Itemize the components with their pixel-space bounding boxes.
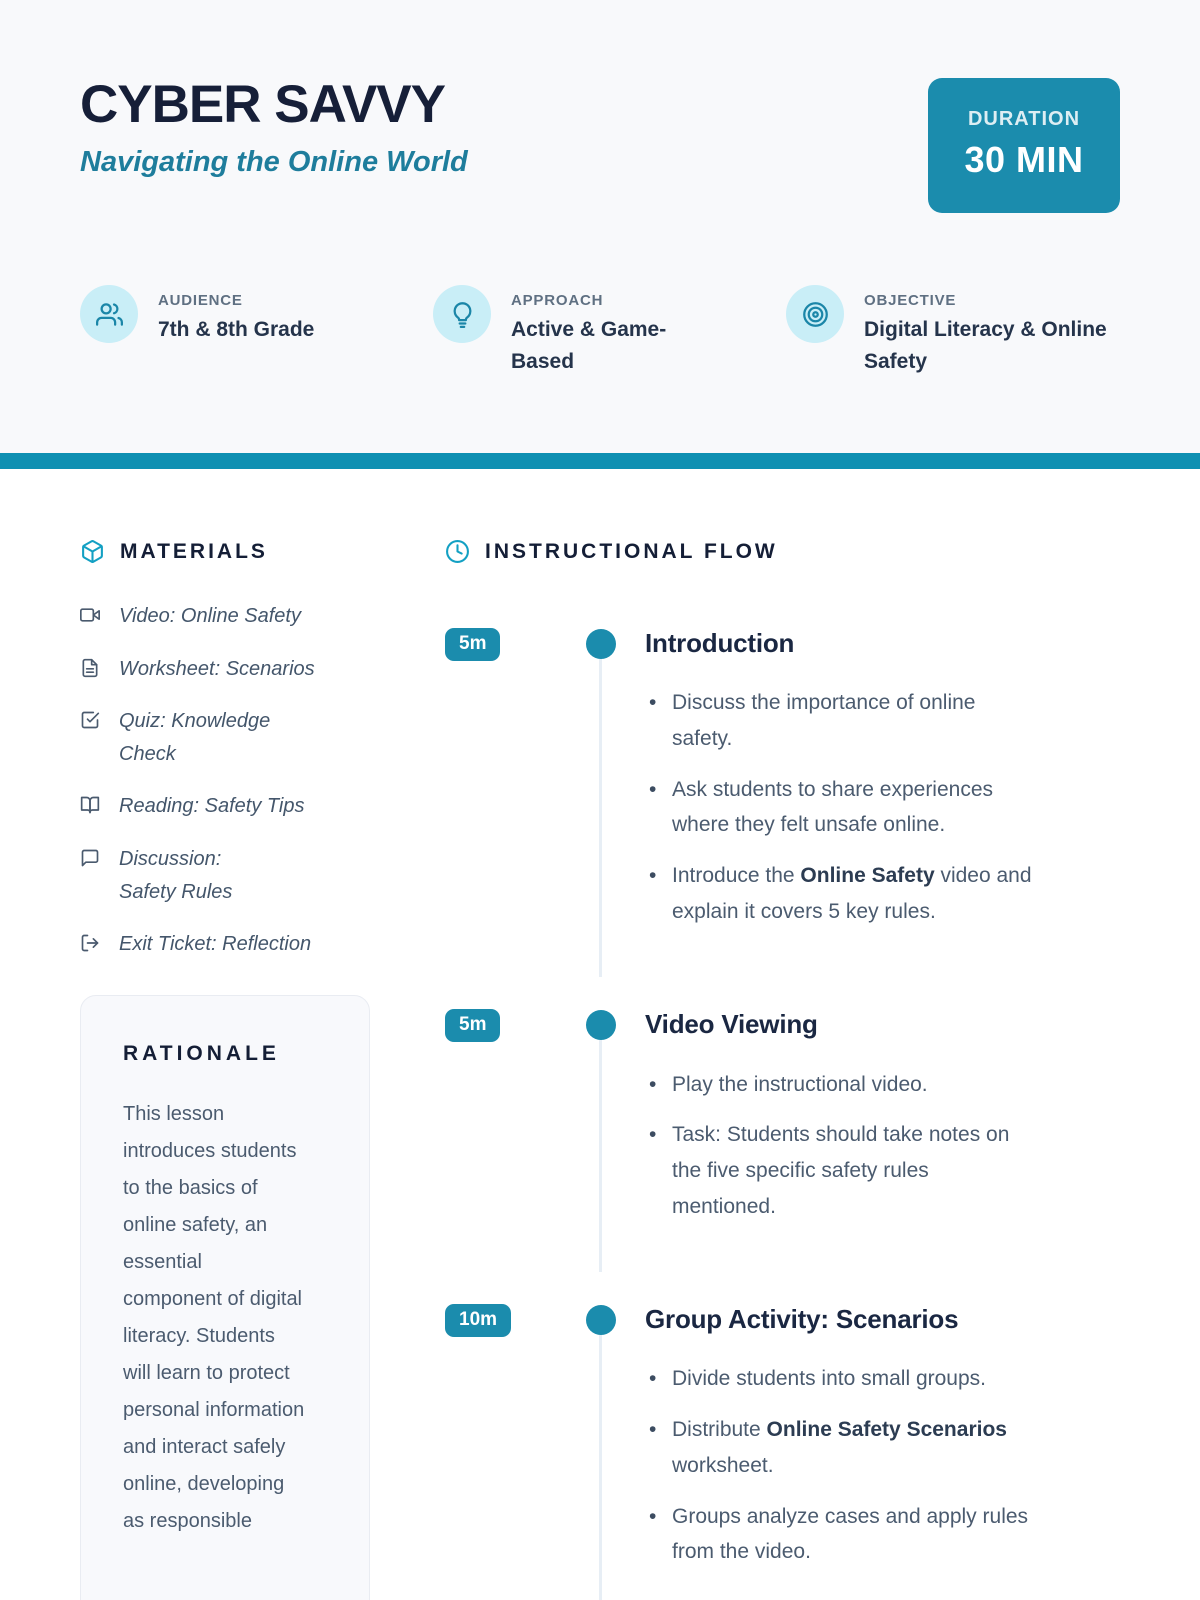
content-area	[0, 469, 1200, 1600]
step-bullet: • Discuss the importance of online safety.	[645, 685, 1035, 756]
rationale-body: This lesson introduces students to the basics of online safety, an essential component of digital literacy. Students will learn to protect personal information and interact safely online, developing as responsible	[123, 1102, 305, 1532]
meta-label: APPROACH	[511, 292, 604, 309]
flow-step	[445, 628, 1120, 929]
time-badge: 5m	[445, 628, 500, 661]
flow-step	[445, 1009, 1120, 1224]
rationale-heading: RATIONALE	[123, 1041, 280, 1065]
flow-heading-label: INSTRUCTIONAL FLOW	[485, 539, 778, 563]
timeline-line	[599, 644, 602, 977]
flow-step	[445, 1304, 1120, 1570]
meta-value: Active & Game-Based	[511, 318, 667, 373]
step-bullet: • Ask students to share experiences where they felt unsafe online.	[645, 772, 1035, 843]
step-title: Group Activity: Scenarios	[645, 1304, 959, 1335]
material-item	[80, 928, 370, 961]
step-bullet: • Introduce the Online Safety video and explain it covers 5 key rules.	[645, 858, 1035, 929]
material-label: Video: Online Safety	[119, 605, 301, 627]
material-label: Reading: Safety Tips	[119, 795, 305, 818]
material-item	[80, 843, 370, 908]
material-item	[80, 600, 370, 633]
package-icon	[80, 539, 105, 564]
step-bullets	[645, 1361, 1120, 1569]
timeline-dot	[586, 1305, 616, 1335]
material-item	[80, 653, 370, 686]
divider-bar	[0, 453, 1200, 469]
meta-label: AUDIENCE	[158, 292, 243, 309]
material-label: Quiz: Knowledge Check	[119, 710, 271, 765]
rationale-box	[80, 995, 370, 1600]
time-badge: 5m	[445, 1009, 500, 1042]
document-icon	[80, 658, 100, 678]
timeline-dot	[586, 629, 616, 659]
material-item	[80, 705, 370, 770]
duration-badge	[928, 78, 1120, 213]
flow-steps	[445, 628, 1120, 1570]
meta-label: OBJECTIVE	[864, 292, 957, 309]
hero-header	[0, 0, 1200, 453]
exit-icon	[80, 933, 100, 953]
meta-item-objective	[786, 285, 1120, 377]
time-badge: 10m	[445, 1304, 511, 1337]
materials-heading	[80, 539, 370, 564]
lightbulb-icon	[433, 285, 491, 343]
left-column	[80, 539, 370, 1600]
page-subtitle: Navigating the Online World	[80, 146, 468, 178]
clock-icon	[445, 539, 470, 564]
meta-value: Digital Literacy & Online Safety	[864, 318, 1107, 373]
book-icon	[80, 795, 100, 815]
timeline-dot	[586, 1010, 616, 1040]
flow-heading	[445, 539, 1120, 564]
material-label: Worksheet: Scenarios	[119, 657, 315, 680]
users-icon	[80, 285, 138, 343]
chat-icon	[80, 848, 100, 868]
step-title: Introduction	[645, 628, 795, 658]
meta-value: 7th & 8th Grade	[158, 318, 315, 341]
materials-heading-label: MATERIALS	[120, 539, 268, 563]
video-icon	[80, 605, 100, 625]
step-title: Video Viewing	[645, 1009, 818, 1040]
step-bullet: • Divide students into small groups.	[645, 1361, 1035, 1397]
material-item	[80, 790, 370, 823]
duration-value: 30 MIN	[964, 139, 1084, 180]
checkbox-icon	[80, 710, 100, 730]
material-label: Exit Ticket: Reflection	[119, 933, 312, 956]
step-bullet: • Play the instructional video.	[645, 1067, 1035, 1103]
meta-row	[80, 285, 1120, 377]
material-label: Discussion: Safety Rules	[119, 847, 233, 903]
duration-label: DURATION	[967, 108, 1081, 130]
meta-item-audience	[80, 285, 433, 377]
target-icon	[786, 285, 844, 343]
step-bullets	[645, 1067, 1120, 1225]
step-bullet: • Distribute Online Safety Scenarios worksheet.	[645, 1412, 1035, 1483]
meta-item-approach	[433, 285, 786, 377]
materials-list	[80, 600, 370, 961]
page-title: CYBER SAVVY	[80, 75, 445, 134]
flow-column	[445, 539, 1120, 1600]
step-bullet: • Task: Students should take notes on the five specific safety rules mentioned.	[645, 1117, 1035, 1224]
step-bullet: • Groups analyze cases and apply rules from the video.	[645, 1499, 1035, 1570]
step-bullets	[645, 685, 1120, 929]
timeline-line	[599, 1025, 602, 1272]
timeline-line	[599, 1320, 602, 1600]
